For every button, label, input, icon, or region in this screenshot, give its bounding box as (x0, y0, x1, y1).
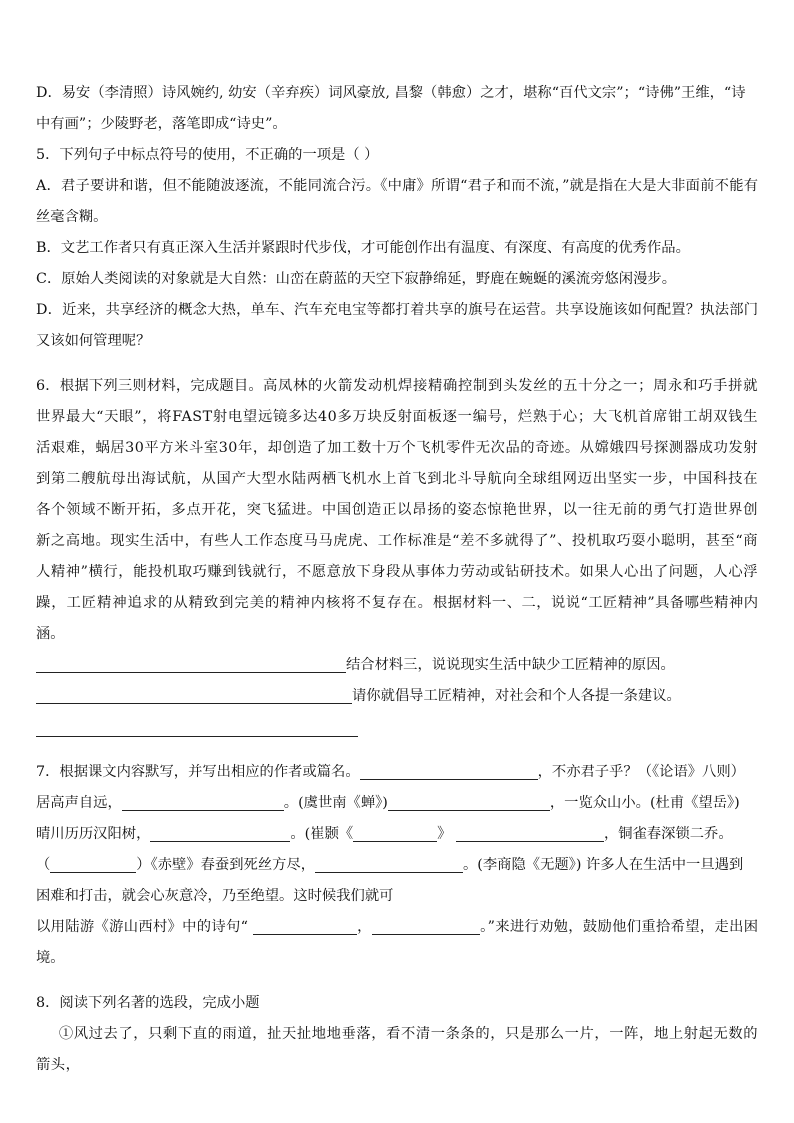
q6-answer-line-1 (36, 650, 758, 681)
q7-text: ， (356, 919, 372, 935)
q7-text: 。(虞世南《蝉》) (283, 795, 388, 811)
q6-material (36, 371, 758, 650)
q7-text: 。”来进行劝勉，鼓励他们重拾希望，走出困境。 (36, 919, 759, 966)
q6-answer-line-3 (36, 712, 758, 743)
q6-sub2: 结合材料三，说说现实生活中缺少工匠精神的原因。 (346, 657, 675, 673)
q7-text: （ (36, 857, 51, 873)
q4-option-d (36, 78, 758, 140)
q4-option-d-line2: 中有画”；少陵野老，落笔即成“诗史”。 (36, 116, 287, 132)
q8-stem: 8．阅读下列名著的选段，完成小题 (36, 995, 260, 1011)
q5-option-c: C．原始人类阅读的对象就是大自然：山峦在蔚蓝的天空下寂静绵延，野鹿在蜿蜒的溪流旁悠闲漫步。 (36, 271, 676, 287)
answer-blank[interactable] (353, 821, 437, 842)
q7-text: 》 (437, 826, 452, 842)
exam-page (36, 78, 758, 1081)
answer-blank[interactable] (253, 914, 357, 935)
q7-line2 (36, 788, 758, 819)
spacer (36, 743, 758, 757)
q7-text: ，不亦君子乎？（《论语》八则） (537, 764, 745, 780)
answer-blank[interactable] (36, 652, 346, 673)
q7-text: 。(李商隐《无题》) 许多人在生活中一旦遇到 (463, 857, 744, 873)
q5-option-b: B．文艺工作者只有真正深入生活并紧跟时代步伐，才可能创作出有温度、有深度、有高度的优秀作品。 (36, 240, 690, 256)
q7-line4 (36, 850, 758, 881)
q7-text: 。(崔颢《 (290, 826, 354, 842)
q5-option-d: D．近来，共享经济的概念大热，单车、汽车充电宝等都打着共享的旗号在运营。共享设施该如何配置？执法部门又该如何管理呢？ (36, 302, 758, 349)
answer-blank[interactable] (50, 852, 136, 873)
q7-line1 (36, 757, 758, 788)
q7-text: ，一览众山小。(杜甫《望岳》) (549, 795, 740, 811)
q6-stem: 6．根据下列三则材料，完成题目。 (36, 378, 263, 394)
q7-text: 以用陆游《游山西村》中的诗句“ (36, 919, 248, 935)
answer-blank[interactable] (36, 683, 352, 704)
q7-line6 (36, 912, 758, 974)
q7-line5: 困难和打击，就会心灰意冷，乃至绝望。这时候我们就可 (36, 888, 394, 904)
answer-blank[interactable] (360, 759, 538, 780)
q7-text: ，铜雀春深锁二乔。 (603, 826, 733, 842)
q7-stem: 7．根据课文内容默写，并写出相应的作者或篇名。 (36, 764, 360, 780)
spacer (36, 974, 758, 988)
q6-sub3: 请你就倡导工匠精神，对社会和个人各提一条建议。 (352, 688, 681, 704)
answer-blank[interactable] (456, 821, 604, 842)
q7-text: ）《赤壁》春蚕到死丝方尽， (136, 857, 316, 873)
answer-blank[interactable] (150, 821, 290, 842)
q6-sub1: 根据材料一、二，说说“工匠精神”具备哪些精神内涵。 (36, 595, 759, 642)
q6-handwritten-material: 高凤林的火箭发动机焊接精确控制到头发丝的五十分之一；周永和巧手拼就世界最大“天眼”，将FAST射电望远镜多达40多万块反射面板逐一编号，烂熟于心；大飞机首席钳工胡双钱生活艰难，蜗居30平方米斗室30年，却创造了加工数十万个飞机零件无次品的奇迹。从嫦娥四号探测器成功发射到第二艘航母出海试航，从国产大型水陆两栖飞机水上首飞到北斗导航向全球组网迈出坚实一步，中国科技在各个领域不断开拓，多点开花，突飞猛进。中国创造正以昂扬的姿态惊艳世界，以一往无前的勇气打造世界创新之高地。现实生活中，有些人工作态度马马虎虎、工作标准是“差不多就得了”、投机取巧耍小聪明，甚至“商人精神”横行，能投机取巧赚到钱就行，不愿意放下身段从事体力劳动或钻研技术。如果人心出了问题，人心浮躁，工匠精神追求的从精致到完美的精神内核将不复存在。 (36, 378, 758, 611)
answer-blank[interactable] (122, 790, 284, 811)
q7-text: 居高声自远， (36, 795, 122, 811)
answer-blank[interactable] (315, 852, 463, 873)
q7-text: 晴川历历汉阳树， (36, 826, 151, 842)
q5-stem: 5．下列句子中标点符号的使用，不正确的一项是（ ） (36, 147, 379, 163)
spacer (36, 357, 758, 371)
q7-line3 (36, 819, 758, 850)
answer-blank[interactable] (388, 790, 550, 811)
q8-excerpt: ①风过去了，只剩下直的雨道，扯天扯地地垂落，看不清一条条的，只是那么一片，一阵，地上射起无数的箭头， (36, 1026, 758, 1073)
q6-answer-line-2 (36, 681, 758, 712)
q5-option-a: A．君子要讲和谐，但不能随波逐流，不能同流合污。《中庸》所谓“君子和而不流，”就是指在大是大非面前不能有丝毫含糊。 (36, 178, 758, 225)
answer-blank[interactable] (36, 735, 358, 737)
q4-option-d-line1: D．易安（李清照）诗风婉约, 幼安（辛弃疾）词风豪放, 昌黎（韩愈）之才，堪称“百代文宗”；“诗佛”王维，“诗 (36, 85, 746, 101)
answer-blank[interactable] (372, 914, 480, 935)
